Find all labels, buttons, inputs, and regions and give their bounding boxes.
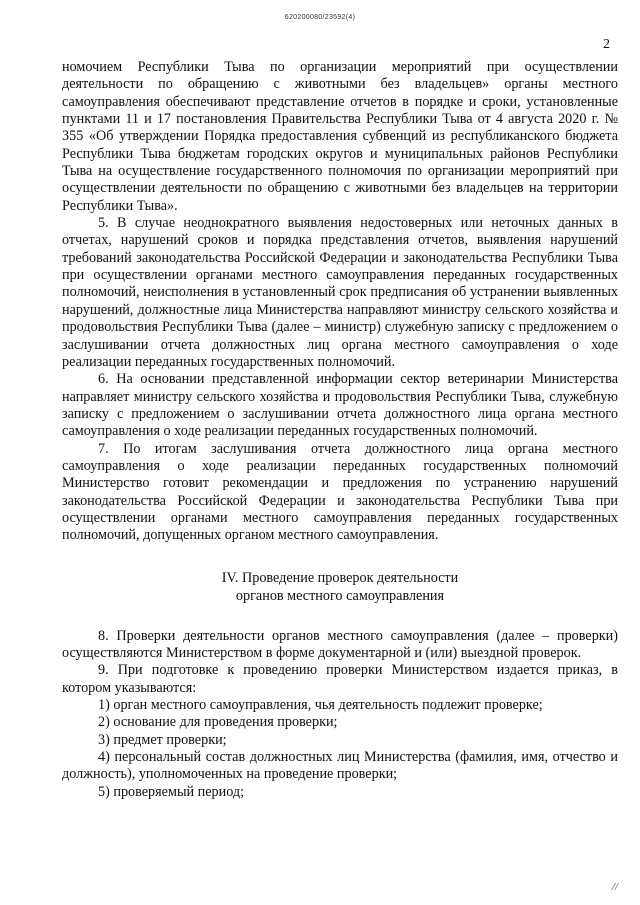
list-item-3: 3) предмет проверки; [98, 731, 227, 748]
paragraph-8: 8. Проверки деятельности органов местного самоуправления (далее – проверки) осуществляются Министерством в форме документарной и (или) выездной проверок. [62, 627, 618, 661]
page-number: 2 [603, 37, 610, 52]
paragraph-6: 6. На основании представленной информации сектор ветеринарии Министерства направляет министру сельского хозяйства и продовольствия Республики Тыва, служебную записку с предложением о заслушивании отчета должностного лица органа местного самоуправления о ходе реализации переданных государственных полномочий. [62, 371, 618, 440]
document-body [62, 59, 618, 801]
section-title-line2: органов местного самоуправления [235, 587, 445, 604]
paragraph-7: 7. По итогам заслушивания отчета должностного лица органа местного самоуправления о ходе реализации переданных государственных полномочий Министерство готовит рекомендации и предложения по устранению нарушений законодательства Российской Федерации и законодательства Республики Тыва при осуществлении органами местного самоуправления переданных государственных полномочий, допущенных органом местного самоуправления. [62, 440, 618, 544]
document-code: 620200080/23592(4) [284, 14, 356, 21]
paragraph-5: 5. В случае неоднократного выявления недостоверных или неточных данных в отчетах, нарушений сроков и порядка представления отчетов, выявления нарушений требований законодательства Российской Федерации и законодательства Республики Тыва при осуществлении органами местного самоуправления переданных государственных полномочий, неисполнения в установленный срок предписания об устранении выявленных нарушений, должностные лица Министерства направляют министру сельского хозяйства и продовольствия Республики Тыва (далее – министр) служебную записку с предложением о заслушивании отчета должностных лиц органа местного самоуправления о ходе реализации переданных государственных полномочий. [62, 215, 618, 370]
list-item-5: 5) проверяемый период; [98, 783, 245, 800]
corner-mark: // [611, 881, 618, 893]
list-item-1: 1) орган местного самоуправления, чья деятельность подлежит проверке; [98, 697, 543, 713]
paragraph-9: 9. При подготовке к проведению проверки Министерством издается приказ, в котором указываются: [62, 662, 618, 696]
section-title-line1: IV. Проведение проверок деятельности [221, 569, 459, 586]
paragraph-continuation: номочием Республики Тыва по организации мероприятий при осуществлении деятельности по обращению с животными без владельцев» органы местного самоуправления обеспечивают представление отчетов в порядке и сроки, установленные пунктами 11 и 17 постановления Правительства Республики Тыва от 4 августа 2020 г. № 355 «Об утверждении Порядка предоставления субвенций из республиканского бюджета Республики Тыва бюджетам городских округов и муниципальных районов Республики Тыва на осуществление государственного полномочия по организации мероприятий при осуществлении деятельности по обращению с животными без владельцев на территории Республики Тыва». [62, 59, 618, 214]
list-item-2: 2) основание для проведения проверки; [98, 714, 338, 731]
section-heading [62, 569, 618, 605]
list-item-4: 4) персональный состав должностных лиц Министерства (фамилия, имя, отчество и должность), уполномоченных на проведение проверки; [62, 749, 618, 783]
